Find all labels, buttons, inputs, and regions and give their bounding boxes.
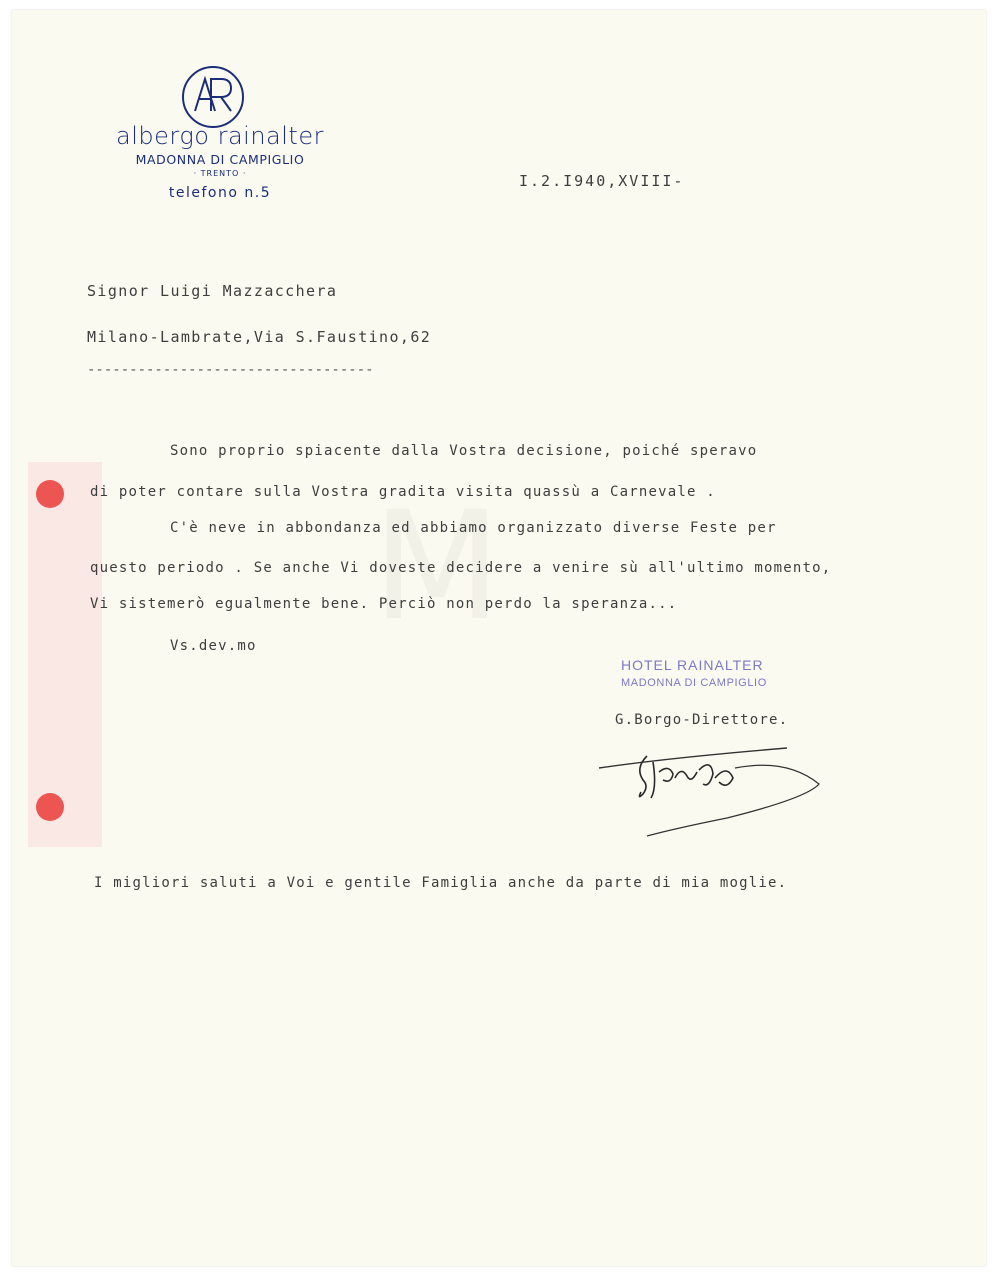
body-line: di poter contare sulla Vostra gradita visita quassù a Carnevale . <box>90 484 716 500</box>
signer-name: G.Borgo-Direttore. <box>615 712 789 728</box>
recipient-address: Milano-Lambrate,Via S.Faustino,62 <box>87 328 432 346</box>
hotel-location: MADONNA DI CAMPIGLIO <box>135 152 305 167</box>
hotel-name: albergo rainalter <box>116 122 324 150</box>
handwritten-signature-icon <box>587 728 827 838</box>
closing-salutation: Vs.dev.mo <box>170 638 257 654</box>
body-line: C'è neve in abbondanza ed abbiamo organizzato diverse Feste per <box>170 520 777 536</box>
body-line: Sono proprio spiacente dalla Vostra decisione, poiché speravo <box>170 443 758 459</box>
letter-sheet <box>12 10 986 1266</box>
address-underline: ---------------------------------- <box>87 362 374 378</box>
binding-strip <box>28 462 102 847</box>
hotel-stamp-location: MADONNA DI CAMPIGLIO <box>621 677 767 689</box>
postscript-line: I migliori saluti a Voi e gentile Famiglia anche da parte di mia moglie. <box>94 875 788 891</box>
hotel-phone: telefono n.5 <box>168 185 272 201</box>
hotel-province: · TRENTO · <box>193 169 247 178</box>
monogram-logo-icon <box>181 65 245 129</box>
binder-hole-icon <box>36 480 64 508</box>
body-line: Vi sistemerò egualmente bene. Perciò non perdo la speranza... <box>90 596 678 612</box>
letter-date: I.2.I940,XVIII- <box>519 172 685 190</box>
recipient-name: Signor Luigi Mazzacchera <box>87 282 338 300</box>
binder-hole-icon <box>36 793 64 821</box>
hotel-stamp-title: HOTEL RAINALTER <box>621 657 764 673</box>
body-line: questo periodo . Se anche Vi doveste decidere a venire sù all'ultimo momento, <box>90 560 832 576</box>
